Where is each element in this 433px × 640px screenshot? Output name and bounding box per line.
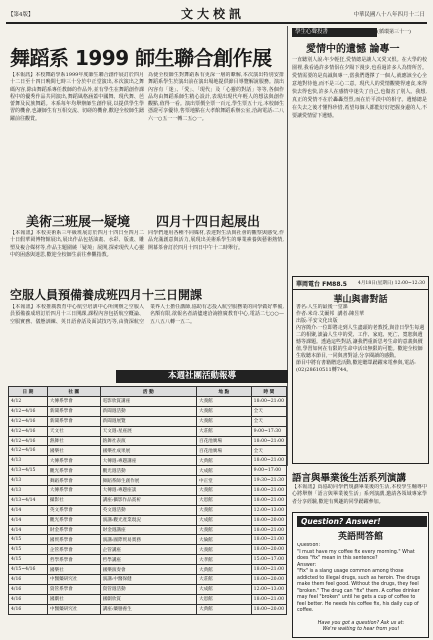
table-cell: 國樂社 bbox=[47, 446, 100, 456]
table-cell: 新聞系學會 bbox=[47, 406, 100, 416]
table-cell: 國樂社 bbox=[47, 565, 100, 575]
table-cell: 18:00~21:00 bbox=[251, 565, 286, 575]
main-headline: 舞蹈系 1999 師生聯合創作展 bbox=[10, 46, 272, 70]
radio-program-box bbox=[292, 276, 429, 464]
table-cell: 4/13 bbox=[9, 486, 48, 496]
table-cell: 新聞週活動 bbox=[100, 406, 196, 416]
table-cell: 全天 bbox=[251, 446, 286, 456]
qa-content: Question: "I must have my coffee fix every morning." What does "fix" mean in this sentence? Answer: "Fix" is a slang usage common among those addicted to illegal drugs, such as heroin. The drugs make them feel good. Without the drugs, they feel "broken." The drug can "fix" them. A coffee drinker may feel "broken" until he gets a cup of coffee to feel better. He needs his coffee fix, his daily cup of coffee. bbox=[297, 543, 421, 613]
table-cell: 大恩館 bbox=[196, 495, 251, 505]
table-row bbox=[9, 594, 287, 604]
masthead bbox=[6, 4, 427, 24]
table-cell: 財金系學會 bbox=[47, 525, 100, 535]
table-cell: 天文社 bbox=[47, 426, 100, 436]
table-cell: 18:00~21:00 bbox=[251, 397, 286, 407]
table-cell: 中正堂 bbox=[196, 476, 251, 486]
table-cell: 4/15 bbox=[9, 535, 48, 545]
table-cell: 12:00~13:00 bbox=[251, 584, 286, 594]
article-body-2: 為使全校師生對舞蹈系有更深一層的瞭解,本次演出特別安排舞蹈系學生於演出前在演出場地提供節目導覽解說服務。演出內容有「迷」、「愛」、「現代」及「心靈的對話」等等,各個作品均由舞蹈系師生精心設計,表現出現代年輕人的想法與創作觀點,值得一看。演出票價全票一百元,學生票五十元,本校師生憑證可享優待,售票地點在大孝館舞蹈系辦公室,洽詢電話:二八六一○五一一轉二五○一。 bbox=[148, 72, 284, 122]
col-location: 地 點 bbox=[196, 387, 251, 397]
schedule-title: 本週社團活動報導 bbox=[116, 370, 288, 383]
table-row bbox=[9, 545, 287, 555]
table-cell: 4/15 bbox=[9, 555, 48, 565]
table-cell: 大義館 bbox=[196, 525, 251, 535]
table-cell: 4/14 bbox=[9, 505, 48, 515]
table-row bbox=[9, 535, 287, 545]
flight-attendant-headline: 空服人員預備養成班四月十三日開課 bbox=[10, 288, 203, 302]
radio-program-body: 書名:人生的最後一堂課 作者:米奇.艾爾邦 講者:陳昱華 出版:平安文化出版 內容簡介:一位即將走到人生盡頭的老教授,與昔日學生每週二的相聚,談論人生中的愛、工作、家庭、死亡、寬恕與遺憾等課題。透過這些對話,讓我們重新思考生命的意義與價值,學習如何在有限的生命中活出無限的可能。歡迎全校師生收聽本節目,一同與書對話,分享閱讀的感動。 節目中將有書籍贈送活動,歡迎聽眾踴躍來電參與,電話:(02)28610511轉744。 bbox=[296, 304, 425, 373]
table-cell: 大義館 bbox=[196, 545, 251, 555]
table-cell: 19:30~21:30 bbox=[251, 476, 286, 486]
table-cell: 大傳系學會 bbox=[47, 456, 100, 466]
table-cell: 舞蹈系學會 bbox=[47, 476, 100, 486]
table-cell: 觀光系學會 bbox=[47, 515, 100, 525]
table-cell: 大傳系學會 bbox=[47, 397, 100, 407]
table-cell: 演講:國際貿易實務 bbox=[100, 535, 196, 545]
table-cell: 大倫館 bbox=[196, 535, 251, 545]
table-cell: 4/12~4/16 bbox=[9, 426, 48, 436]
table-cell: 18:00~21:00 bbox=[251, 495, 286, 505]
article-body-3: 【本報訊】本校美術系三年級班展訂於四月十四日至四月二十日假華岡博物館展出,展出作品包括油畫、水彩、版畫、雕塑及複合媒材等,作品主題圍繞「疑境」展開,探索現代人心靈中的困惑與迷思,歡迎全校師生前往參觀指教。 bbox=[10, 230, 144, 258]
table-cell: 15:00~17:00 bbox=[251, 555, 286, 565]
radio-station: 華岡電台 FM88.5 bbox=[296, 281, 347, 288]
table-cell: 國劇社 bbox=[47, 594, 100, 604]
column-tag: 學生心聲投書 bbox=[292, 28, 377, 37]
table-row bbox=[9, 406, 287, 416]
table-cell: 4/15~4/16 bbox=[9, 565, 48, 575]
table-cell: 哲學系學會 bbox=[47, 555, 100, 565]
table-cell: 新聞系學會 bbox=[47, 416, 100, 426]
table-cell: 大成館 bbox=[196, 515, 251, 525]
qa-header: Question? Answer! bbox=[297, 516, 427, 527]
table-cell: 大成館 bbox=[196, 466, 251, 476]
column-tag-series: (循環第三十一) bbox=[377, 29, 411, 35]
table-cell: 中醫藥研究社 bbox=[47, 575, 100, 585]
page-number: 【第4版】 bbox=[8, 12, 34, 18]
table-cell: 攝影社 bbox=[47, 495, 100, 505]
col-club: 社 團 bbox=[47, 387, 100, 397]
table-cell: 觀光系學會 bbox=[47, 466, 100, 476]
table-cell: 企管系學會 bbox=[47, 545, 100, 555]
table-cell: 18:00~20:00 bbox=[251, 515, 286, 525]
table-cell: 4/12~4/16 bbox=[9, 416, 48, 426]
table-cell: 全天 bbox=[251, 406, 286, 416]
issue-date: 中華民國八十八年四月十二日 bbox=[353, 12, 425, 18]
table-cell: 4/16 bbox=[9, 575, 48, 585]
table-cell: 資管週活動 bbox=[100, 584, 196, 594]
table-cell: 大義館 bbox=[196, 397, 251, 407]
table-cell: 4/12~4/16 bbox=[9, 446, 48, 456]
article-body-5: 【本報訊】本校推廣教育中心航空培訓中心所開辦之空服人員預備養成班訂於四月十三日開課,課程內容包括航空概論、空服實務、儀態訓練、英日語會話及面試技巧等,由資深航空業界人士擔任講師,協助有志投入航空服務業的同學做好準備,名額有限,欲報名者請儘速洽詢推廣教育中心,電話二七○○—五八五八轉一五二。 bbox=[10, 304, 284, 325]
paper-title: 文大校訊 bbox=[181, 7, 246, 21]
table-row bbox=[9, 446, 287, 456]
table-cell: 講座:攝影作品賞析 bbox=[100, 495, 196, 505]
table-cell: 電影欣賞講座 bbox=[100, 397, 196, 407]
club-schedule-table bbox=[8, 386, 287, 615]
table-cell: 大義館 bbox=[196, 406, 251, 416]
table-cell: 4/13~4/14 bbox=[9, 495, 48, 505]
table-cell: 英文週活動 bbox=[100, 505, 196, 515]
table-cell: 18:00~21:00 bbox=[251, 594, 286, 604]
table-cell: 4/13 bbox=[9, 476, 48, 486]
table-cell: 中醫藥研究社 bbox=[47, 604, 100, 614]
table-cell: 9:00~17:00 bbox=[251, 466, 286, 476]
essay-body: 一直聽別人說:年少輕狂,愛情總是讓人又愛又恨。在大學的校園裡,我看過許多情侶在夕陽下漫步,也看過許多人為情所苦。愛情需要的是真誠與專一,當我們選擇了一個人,就應該全心全意地對待他,而不是三心二意。現代人的愛情觀變得速食,來得快去得也快,許多人在感情中迷失了自己,也傷害了別人。我想,真正的愛情不在於轟轟烈烈,而在於平淡中的相守。遺憾總是在失去之後才懂得珍惜,希望每個人都能好好把握身邊的人,不要讓愛情留下遺憾。 bbox=[292, 57, 427, 119]
table-row bbox=[9, 456, 287, 466]
table-cell: 大恩館 bbox=[196, 594, 251, 604]
table-row bbox=[9, 515, 287, 525]
table-cell: 9:00~17:30 bbox=[251, 426, 286, 436]
table-cell: 國貿系學會 bbox=[47, 535, 100, 545]
table-cell: 舞蹈系師生創作展 bbox=[100, 476, 196, 486]
col-date: 日 期 bbox=[9, 387, 48, 397]
table-cell: 18:00~20:00 bbox=[251, 575, 286, 585]
qa-subtitle: 英語問答館 bbox=[337, 532, 383, 542]
table-row bbox=[9, 397, 287, 407]
table-cell: 英文系學會 bbox=[47, 505, 100, 515]
table-row bbox=[9, 416, 287, 426]
radio-program-title: 華山與書對話 bbox=[293, 289, 428, 305]
table-row bbox=[9, 436, 287, 446]
table-cell: 大傳週:專題座談 bbox=[100, 486, 196, 496]
table-cell: 講座:藥膳養生 bbox=[100, 604, 196, 614]
radio-time: 4月18日(星期日) 12:00~12:30 bbox=[357, 281, 425, 286]
table-cell: 演講:觀光產業現況 bbox=[100, 515, 196, 525]
table-cell: 大莊館 bbox=[196, 575, 251, 585]
table-cell: 18:00~21:00 bbox=[251, 525, 286, 535]
art-exhibit-headline: 美術三班展一疑境 bbox=[26, 215, 131, 230]
table-cell: 天文週:星座展 bbox=[100, 426, 196, 436]
article-body-1: 【本報訊】本校舞蹈學系1999年度師生聯合創作展訂於四月十二日至十四日晚間七時三十分於中正堂演出,本次演出之舞碼內容,除由舞蹈系專任教師的作品外,並有學生在舞蹈創作課程中的優秀作品共同演出,舞蹈風格涵蓋中國舞、現代舞、芭蕾舞及民族舞蹈。本系每年均舉辦師生創作展,以提供學生學習的機會,也讓師生有互相交流、切磋的機會,歡迎全校師生踴躍前往觀賞。 bbox=[10, 72, 144, 122]
lecture-series-body: 【本報訊】爲協助同學們規劃畢業後的生活,本校學生輔導中心將舉辦「語言與畢業後生活」系列演講,邀請各領域專家學者分享經驗,歡迎有興趣的同學踴躍參加。 bbox=[292, 484, 427, 505]
table-cell: 4/14 bbox=[9, 525, 48, 535]
table-cell: 大典館 bbox=[196, 565, 251, 575]
table-cell: 4/14 bbox=[9, 515, 48, 525]
table-cell: 觀光週活動 bbox=[100, 466, 196, 476]
essay-title: 愛情中的遺憾 論專一 bbox=[306, 44, 400, 55]
table-cell: 國劇欣賞 bbox=[100, 594, 196, 604]
table-cell: 大義館 bbox=[196, 416, 251, 426]
table-cell: 大義館 bbox=[196, 505, 251, 515]
table-row bbox=[9, 565, 287, 575]
table-row bbox=[9, 495, 287, 505]
newspaper-page bbox=[6, 4, 427, 636]
table-cell: 大傳系學會 bbox=[47, 486, 100, 496]
table-row bbox=[9, 486, 287, 496]
table-cell: 4/12~4/16 bbox=[9, 406, 48, 416]
table-row bbox=[9, 604, 287, 614]
table-cell: 4/16 bbox=[9, 604, 48, 614]
table-cell: 哲學講座 bbox=[100, 555, 196, 565]
col-activity: 活 動 bbox=[100, 387, 196, 397]
table-cell: 新聞週展覽 bbox=[100, 416, 196, 426]
table-cell: 4/15 bbox=[9, 545, 48, 555]
table-row bbox=[9, 584, 287, 594]
table-cell: 財金週講座 bbox=[100, 525, 196, 535]
table-cell: 百花池廣場 bbox=[196, 436, 251, 446]
table-cell: 大義館 bbox=[196, 486, 251, 496]
col-time: 時 間 bbox=[251, 387, 286, 397]
table-header-row bbox=[9, 387, 287, 397]
qa-footer: Have you got a question? Ask us at: We're waiting to hear from you! bbox=[317, 621, 405, 632]
table-cell: 大莊館 bbox=[196, 426, 251, 436]
table-cell: 4/12~4/16 bbox=[9, 436, 48, 446]
table-cell: 國樂演奏會 bbox=[100, 565, 196, 575]
table-cell: 資管系學會 bbox=[47, 584, 100, 594]
table-cell: 大傳週:專題講座 bbox=[100, 456, 196, 466]
table-cell: 百花池廣場 bbox=[196, 446, 251, 456]
table-cell: 4/16 bbox=[9, 584, 48, 594]
table-cell: 18:00~20:00 bbox=[251, 604, 286, 614]
lecture-series-headline: 語言與畢業後生活系列演講 bbox=[292, 473, 407, 484]
table-cell: 18:00~21:00 bbox=[251, 535, 286, 545]
table-cell: 4/13~4/15 bbox=[9, 466, 48, 476]
table-cell: 熱舞社 bbox=[47, 436, 100, 446]
table-cell: 國樂社成果展 bbox=[100, 446, 196, 456]
table-row bbox=[9, 466, 287, 476]
table-cell: 演講:中醫保健 bbox=[100, 575, 196, 585]
table-cell: 全天 bbox=[251, 416, 286, 426]
table-row bbox=[9, 575, 287, 585]
table-cell: 熱舞社表演 bbox=[100, 436, 196, 446]
column-divider bbox=[287, 26, 288, 466]
table-row bbox=[9, 426, 287, 436]
table-cell: 4/16 bbox=[9, 594, 48, 604]
table-cell: 4/13 bbox=[9, 456, 48, 466]
table-cell: 18:00~21:00 bbox=[251, 486, 286, 496]
table-cell: 4/12 bbox=[9, 397, 48, 407]
table-cell: 大典館 bbox=[196, 456, 251, 466]
table-row bbox=[9, 505, 287, 515]
table-cell: 大成館 bbox=[196, 584, 251, 594]
table-cell: 12:00~13:00 bbox=[251, 505, 286, 515]
article-body-4: 同學們運用各種不同媒材,表達對生活與社會的觀察與感受,作品充滿創意與活力,展現出美術系學生的專業素養與藝術熱情,開幕茶會訂於四月十四日中午十二時舉行。 bbox=[148, 230, 284, 251]
table-row bbox=[9, 555, 287, 565]
table-cell: 大孝館 bbox=[196, 555, 251, 565]
table-cell: 企管講座 bbox=[100, 545, 196, 555]
qa-box bbox=[292, 512, 429, 638]
table-cell: 18:00~21:00 bbox=[251, 436, 286, 446]
table-cell: 18:00~20:00 bbox=[251, 545, 286, 555]
art-exhibit-date-headline: 四月十四日起展出 bbox=[156, 215, 261, 230]
table-row bbox=[9, 476, 287, 486]
table-row bbox=[9, 525, 287, 535]
table-cell: 18:00~21:00 bbox=[251, 456, 286, 466]
table-cell: 大典館 bbox=[196, 604, 251, 614]
